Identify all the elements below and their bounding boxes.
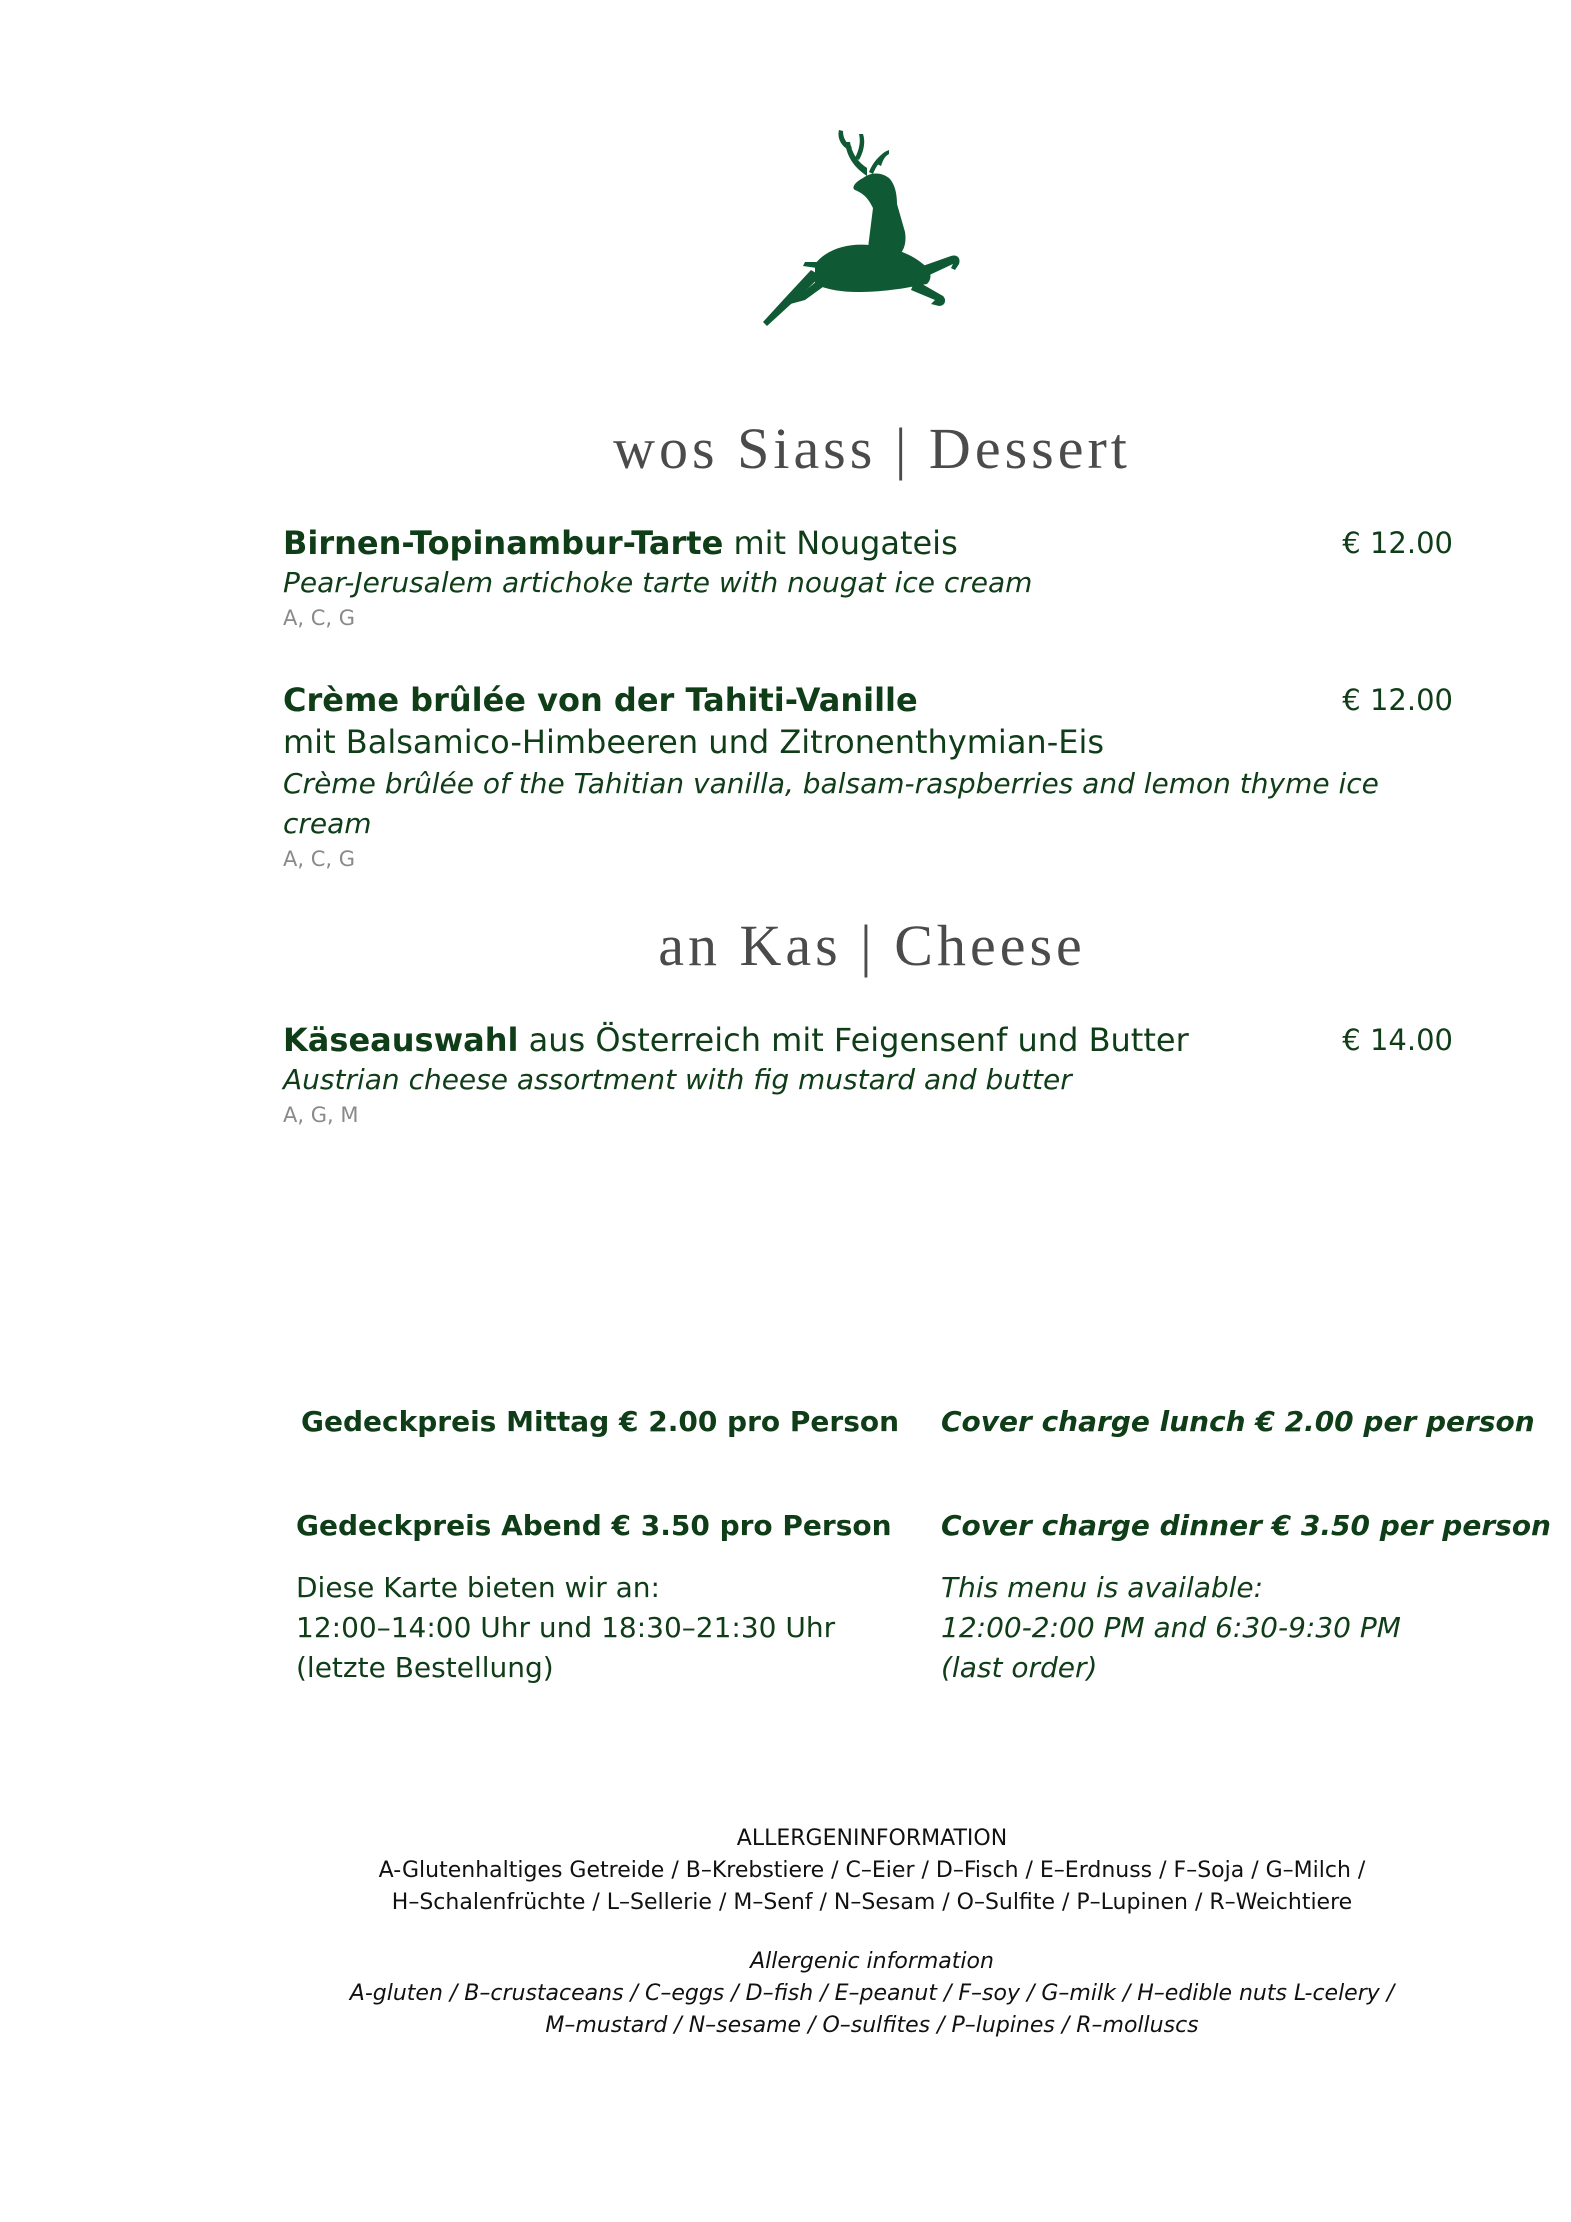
menu-item xyxy=(283,1020,1453,1130)
item-name-bold: Crème brûlée von der Tahiti-Vanille xyxy=(283,681,918,719)
item-allergens: A, C, G xyxy=(283,847,356,871)
cover-charge-lunch-en: Cover charge lunch € 2.00 per person xyxy=(941,1405,1535,1438)
item-name-bold: Käseauswahl xyxy=(283,1021,519,1059)
allergen-line-en: A-gluten / B–crustaceans / C–eggs / D–fish / E–peanut / F–soy / G–milk / H–edible nuts L-celery / xyxy=(349,1981,1395,2006)
item-english: Crème brûlée of the Tahitian vanilla, balsam-raspberries and lemon thyme ice cream xyxy=(283,767,1379,840)
hours-de xyxy=(296,1568,835,1688)
cover-charge-dinner-en: Cover charge dinner € 3.50 per person xyxy=(941,1509,1551,1542)
item-name-rest: mit Nougateis xyxy=(723,524,958,562)
section-title-dessert: wos Siass | Dessert xyxy=(613,416,1131,481)
item-english: Pear-Jerusalem artichoke tarte with nougat ice cream xyxy=(283,566,1033,599)
stag-logo xyxy=(755,128,975,328)
item-allergens: A, G, M xyxy=(283,1103,359,1127)
hours-en-line: (last order) xyxy=(941,1651,1098,1684)
item-price: € 12.00 xyxy=(1342,526,1453,560)
item-name xyxy=(283,523,1453,563)
allergen-line-de: H–Schalenfrüchte / L–Sellerie / M–Senf / N–Sesam / O–Sulfite / P–Lupinen / R–Weichtiere xyxy=(391,1890,1353,1915)
hours-de-line: Diese Karte bieten wir an: xyxy=(296,1571,660,1604)
allergen-line-en: M–mustard / N–sesame / O–sulfites / P–lupines / R–molluscs xyxy=(545,2013,1199,2038)
item-name-line2: mit Balsamico-Himbeeren und Zitronenthymian-Eis xyxy=(283,723,1105,761)
item-name xyxy=(283,680,1453,720)
menu-item xyxy=(283,523,1453,633)
allergen-title-de: ALLERGENINFORMATION xyxy=(736,1826,1008,1851)
allergen-line-de: A-Glutenhaltiges Getreide / B–Krebstiere / C–Eier / D–Fisch / E–Erdnuss / F–Soja / G–Milch / xyxy=(378,1858,1366,1883)
hours-de-line: 12:00–14:00 Uhr und 18:30–21:30 Uhr xyxy=(296,1611,836,1644)
item-allergens: A, C, G xyxy=(283,606,356,630)
hours-en-line: 12:00-2:00 PM and 6:30-9:30 PM xyxy=(941,1611,1401,1644)
cover-charge-lunch-de: Gedeckpreis Mittag € 2.00 pro Person xyxy=(301,1405,900,1438)
hours-de-line: (letzte Bestellung) xyxy=(296,1651,554,1684)
cover-charge-dinner-de: Gedeckpreis Abend € 3.50 pro Person xyxy=(296,1509,892,1542)
item-name xyxy=(283,1020,1453,1060)
section-title-cheese: an Kas | Cheese xyxy=(658,913,1086,978)
item-price: € 12.00 xyxy=(1342,683,1453,717)
item-price: € 14.00 xyxy=(1342,1023,1453,1057)
item-english: Austrian cheese assortment with fig mustard and butter xyxy=(283,1063,1072,1096)
item-name-bold: Birnen-Topinambur-Tarte xyxy=(283,524,724,562)
allergen-title-en: Allergenic information xyxy=(750,1949,994,1974)
menu-item xyxy=(283,680,1453,874)
hours-en-line: This menu is available: xyxy=(941,1571,1264,1604)
allergen-info-en xyxy=(0,1946,1571,2042)
item-name-rest: aus Österreich mit Feigensenf und Butter xyxy=(518,1021,1189,1059)
hours-en xyxy=(941,1568,1401,1688)
allergen-info-de xyxy=(0,1823,1571,1919)
leaping-stag-icon xyxy=(755,128,975,328)
